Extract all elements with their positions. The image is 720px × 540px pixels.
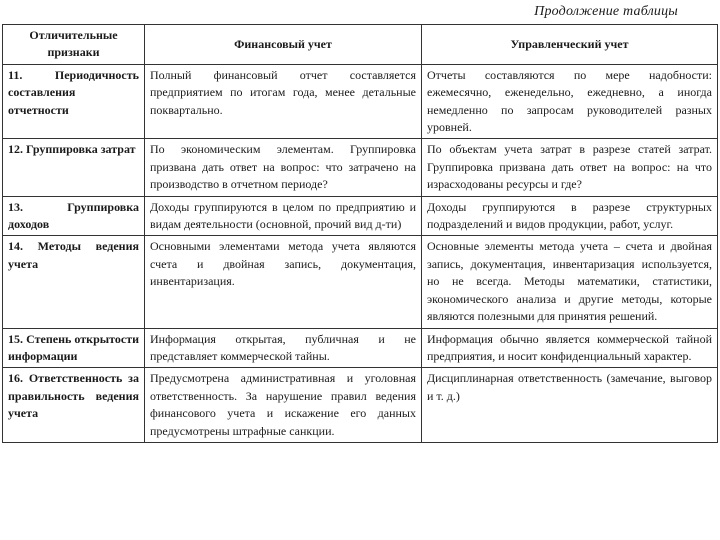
row-management: Основные элементы метода учета – счета и двойная запись, документация, инвентаризация используется, но не всегда. Методы математики, статистики, экономического анализа и другие методы, которые являются полезными для принятия решений.	[422, 236, 718, 328]
table-row	[3, 64, 718, 139]
row-management: Информация обычно является коммерческой тайной предприятия, и носит конфиденциальный характер.	[422, 328, 718, 368]
row-management: Отчеты составляются по мере надобности: ежемесячно, еженедельно, ежедневно, а иногда немедленно по запросам руководителей разных уровней.	[422, 64, 718, 139]
row-financial: Полный финансовый отчет составляется предприятием по итогам года, менее детальные поквартально.	[145, 64, 422, 139]
row-financial: По экономическим элементам. Группировка призвана дать ответ на вопрос: что затрачено на производство в отчетном периоде?	[145, 139, 422, 196]
table-continuation-label: Продолжение таблицы	[534, 4, 678, 19]
row-financial: Основными элементами метода учета являются счета и двойная запись, документация, инвентаризация.	[145, 236, 422, 328]
row-financial: Информация открытая, публичная и не представляет коммерческой тайны.	[145, 328, 422, 368]
header-financial-accounting: Финансовый учет	[145, 25, 422, 65]
table-row	[3, 139, 718, 196]
row-financial: Доходы группируются в целом по предприятию и видам деятельности (основной, прочий вид д-ти)	[145, 196, 422, 236]
row-feature: 13. Группировка доходов	[3, 196, 145, 236]
comparison-table	[2, 24, 718, 443]
row-management: Доходы группируются в разрезе структурных подразделений и видов продукции, работ, услуг.	[422, 196, 718, 236]
row-feature: 12. Группировка затрат	[3, 139, 145, 196]
row-feature: 16. Ответственность за правильность ведения учета	[3, 368, 145, 443]
table-row	[3, 328, 718, 368]
header-management-accounting: Управленческий учет	[422, 25, 718, 65]
header-features: Отличительные признаки	[3, 25, 145, 65]
table-row	[3, 196, 718, 236]
row-management: По объектам учета затрат в разрезе статей затрат. Группировка призвана дать ответ на вопрос: на что израсходованы ресурсы и где?	[422, 139, 718, 196]
row-financial: Предусмотрена административная и уголовная ответственность. За нарушение правил ведения финансового учета и искажение его данных предусмотрены штрафные санкции.	[145, 368, 422, 443]
table-row	[3, 368, 718, 443]
row-feature: 15. Степень открытости информации	[3, 328, 145, 368]
table-row	[3, 236, 718, 328]
row-management: Дисциплинарная ответственность (замечание, выговор и т. д.)	[422, 368, 718, 443]
table-header-row	[3, 25, 718, 65]
row-feature: 11. Периодичность составления отчетности	[3, 64, 145, 139]
row-feature: 14. Методы ведения учета	[3, 236, 145, 328]
